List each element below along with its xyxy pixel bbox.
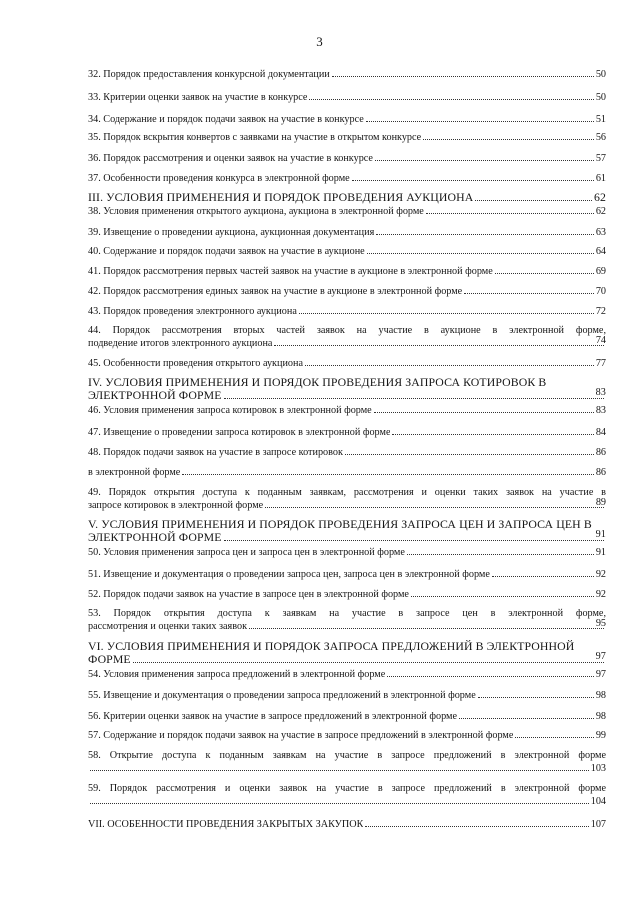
- dot-leader: [387, 676, 594, 677]
- toc-page-number: 70: [595, 286, 606, 297]
- toc-page-number: 50: [595, 69, 606, 80]
- toc-entry-title-line2: [88, 620, 606, 633]
- toc-page-number: 95: [595, 618, 606, 629]
- dot-leader: [515, 737, 593, 738]
- toc-entry: [88, 710, 606, 723]
- toc-entry: [88, 446, 606, 459]
- dot-leader: [352, 180, 594, 181]
- toc-entry-title: 51. Извещение и документация о проведении запроса цен, запроса цен в электронной форме: [88, 569, 490, 580]
- toc-entry-title: III. УСЛОВИЯ ПРИМЕНЕНИЯ И ПОРЯДОК ПРОВЕДЕНИЯ АУКЦИОНА: [88, 191, 474, 204]
- dot-leader: [495, 273, 594, 274]
- toc-page-number: 62: [595, 206, 606, 217]
- toc-entry-title-line1: 49. Порядок открытия доступа к поданным заявкам, рассмотрения и оценки таких заявок на участие в: [88, 487, 606, 498]
- dot-leader: [345, 454, 594, 455]
- toc-entry: [88, 113, 606, 126]
- toc-entry-title: 55. Извещение и документация о проведении запроса предложений в электронной форме: [88, 690, 476, 701]
- dot-leader: [309, 99, 593, 100]
- toc-entry: [88, 404, 606, 417]
- toc-section-entry: [88, 518, 606, 544]
- dot-leader: [90, 803, 589, 804]
- toc-entry-title-continuation: подведение итогов электронного аукциона: [88, 338, 273, 349]
- toc-entry: [88, 226, 606, 239]
- toc-page-number: 77: [595, 358, 606, 369]
- toc-page-number: 107: [590, 819, 606, 830]
- dot-leader: [392, 434, 593, 435]
- toc-entry-title: 56. Критерии оценки заявок на участие в запросе предложений в электронной форме: [88, 711, 457, 722]
- toc-entry: [88, 729, 606, 742]
- toc-entry: [88, 285, 606, 298]
- toc-entry: [88, 782, 606, 808]
- toc-entry-title-line2: [88, 337, 606, 350]
- toc-entry: [88, 357, 606, 370]
- toc-entry: [88, 172, 606, 185]
- toc-entry-title: 32. Порядок предоставления конкурсной документации: [88, 69, 330, 80]
- toc-entry-title: 37. Особенности проведения конкурса в электронной форме: [88, 173, 350, 184]
- dot-leader: [478, 697, 594, 698]
- toc-page-number: 83: [595, 405, 606, 416]
- toc-page-number: 64: [595, 246, 606, 257]
- toc-page-number: 86: [595, 467, 606, 478]
- toc-page-number: 63: [595, 227, 606, 238]
- toc-page-number: 97: [595, 651, 606, 662]
- toc-entry-title-line2: [88, 531, 606, 544]
- dot-leader: [224, 398, 604, 399]
- toc-entry: [88, 305, 606, 318]
- toc-entry-title-line2: [88, 762, 606, 775]
- toc-entry-title: в электронной форме: [88, 467, 181, 478]
- dot-leader: [423, 139, 594, 140]
- toc-entry: [88, 546, 606, 559]
- dot-leader: [182, 474, 593, 475]
- toc-entry-title-continuation: рассмотрения и оценки таких заявок: [88, 621, 248, 632]
- toc-page-number: 50: [595, 92, 606, 103]
- toc-entry-title: 45. Особенности проведения открытого аукциона: [88, 358, 303, 369]
- toc-entry-title-continuation: ФОРМЕ: [88, 652, 131, 666]
- toc-entry-title-line1: 53. Порядок открытия доступа к заявкам на участие в запросе цен в электронной форме,: [88, 608, 606, 619]
- dot-leader: [411, 596, 594, 597]
- toc-entry-title-line2: [88, 499, 606, 512]
- toc-section-entry: [88, 191, 606, 204]
- dot-leader: [249, 628, 604, 629]
- toc-entry: [88, 749, 606, 775]
- toc-entry: [88, 486, 606, 512]
- toc-entry-title-line1: VI. УСЛОВИЯ ПРИМЕНЕНИЯ И ПОРЯДОК ЗАПРОСА ПРЕДЛОЖЕНИЙ В ЭЛЕКТРОННОЙ: [88, 639, 575, 653]
- toc-page-number: 89: [595, 497, 606, 508]
- dot-leader: [367, 253, 594, 254]
- toc-entry-title: 48. Порядок подачи заявок на участие в запросе котировок: [88, 447, 343, 458]
- toc-entry-title-line2: [88, 795, 606, 808]
- dot-leader: [426, 213, 594, 214]
- dot-leader: [274, 345, 604, 346]
- toc-page-number: 98: [595, 711, 606, 722]
- toc-entry: [88, 91, 606, 104]
- toc-entry-title: 36. Порядок рассмотрения и оценки заявок на участие в конкурсе: [88, 153, 373, 164]
- toc-page-number: 103: [590, 763, 606, 774]
- toc-entry: [88, 245, 606, 258]
- dot-leader: [492, 576, 594, 577]
- toc-entry: [88, 131, 606, 144]
- toc-entry: [88, 466, 606, 479]
- toc-page-number: 97: [595, 669, 606, 680]
- toc-page-number: 51: [595, 114, 606, 125]
- dot-leader: [376, 234, 594, 235]
- toc-page-number: 74: [595, 335, 606, 346]
- toc-entry: [88, 324, 606, 350]
- toc-entry-title: 46. Условия применения запроса котировок в электронной форме: [88, 405, 372, 416]
- toc-page-number: 91: [595, 529, 606, 540]
- toc-entry-title-continuation: ЭЛЕКТРОННОЙ ФОРМЕ: [88, 388, 222, 402]
- dot-leader: [90, 770, 589, 771]
- toc-entry-title: 39. Извещение о проведении аукциона, аукционная документация: [88, 227, 375, 238]
- toc-page-number: 83: [595, 387, 606, 398]
- dot-leader: [305, 365, 594, 366]
- dot-leader: [133, 662, 604, 663]
- toc-entry-title-line1: V. УСЛОВИЯ ПРИМЕНЕНИЯ И ПОРЯДОК ПРОВЕДЕНИЯ ЗАПРОСА ЦЕН И ЗАПРОСА ЦЕН В: [88, 517, 592, 531]
- dot-leader: [332, 76, 594, 77]
- toc-section-entry: [88, 376, 606, 402]
- toc-entry: [88, 265, 606, 278]
- toc-entry: [88, 152, 606, 165]
- toc-page-number: 92: [595, 569, 606, 580]
- toc-entry-title: 54. Условия применения запроса предложений в электронной форме: [88, 669, 386, 680]
- toc-page-number: 91: [595, 547, 606, 558]
- toc-entry-title: 33. Критерии оценки заявок на участие в конкурсе: [88, 92, 308, 103]
- toc-entry-title-continuation: запросе котировок в электронной форме: [88, 500, 264, 511]
- dot-leader: [475, 200, 592, 201]
- toc-entry: [88, 205, 606, 218]
- toc-entry-title: 57. Содержание и порядок подачи заявок на участие в запросе предложений в электронной форме: [88, 730, 514, 741]
- toc-page-number: 69: [595, 266, 606, 277]
- toc-entry-title: 35. Порядок вскрытия конвертов с заявками на участие в открытом конкурсе: [88, 132, 422, 143]
- toc-entry-title-line1: IV. УСЛОВИЯ ПРИМЕНЕНИЯ И ПОРЯДОК ПРОВЕДЕНИЯ ЗАПРОСА КОТИРОВОК В: [88, 375, 547, 389]
- toc-entry: [88, 607, 606, 633]
- toc-entry: [88, 818, 606, 831]
- toc-entry-title: 42. Порядок рассмотрения единых заявок на участие в аукционе в электронной форме: [88, 286, 463, 297]
- toc-page-number: 84: [595, 427, 606, 438]
- toc-entry-title-continuation: ЭЛЕКТРОННОЙ ФОРМЕ: [88, 530, 222, 544]
- toc-entry: [88, 68, 606, 81]
- toc-entry: [88, 668, 606, 681]
- toc-entry: [88, 426, 606, 439]
- dot-leader: [366, 121, 594, 122]
- toc-page-number: 61: [595, 173, 606, 184]
- toc-entry: [88, 689, 606, 702]
- dot-leader: [365, 826, 588, 827]
- toc-page-number: 57: [595, 153, 606, 164]
- toc-entry-title: 34. Содержание и порядок подачи заявок на участие в конкурсе: [88, 114, 364, 125]
- toc-entry-title-line1: 59. Порядок рассмотрения и оценки заявок на участие в запросе предложений в электронной форме: [88, 783, 606, 794]
- toc-page-number: 99: [595, 730, 606, 741]
- page-number: 3: [316, 34, 323, 49]
- toc-entry-title: 47. Извещение о проведении запроса котировок в электронной форме: [88, 427, 391, 438]
- dot-leader: [375, 160, 594, 161]
- toc-entry-title: 43. Порядок проведения электронного аукциона: [88, 306, 297, 317]
- toc-page-number: 72: [595, 306, 606, 317]
- dot-leader: [407, 554, 594, 555]
- dot-leader: [224, 540, 604, 541]
- dot-leader: [459, 718, 594, 719]
- toc-entry-title: 41. Порядок рассмотрения первых частей заявок на участие в аукционе в электронной форме: [88, 266, 493, 277]
- dot-leader: [464, 293, 594, 294]
- toc-page-number: 86: [595, 447, 606, 458]
- toc-entry-title-line2: [88, 389, 606, 402]
- toc-page-number: 56: [595, 132, 606, 143]
- toc-entry-title-line1: 58. Открытие доступа к поданным заявкам на участие в запросе предложений в электронной форме: [88, 750, 606, 761]
- toc-page-number: 98: [595, 690, 606, 701]
- toc-entry-title: 52. Порядок подачи заявок на участие в запросе цен в электронной форме: [88, 589, 409, 600]
- toc-page-number: 104: [590, 796, 606, 807]
- toc-entry: [88, 588, 606, 601]
- toc-page-number: 92: [595, 589, 606, 600]
- toc-entry-title: VII. ОСОБЕННОСТИ ПРОВЕДЕНИЯ ЗАКРЫТЫХ ЗАКУПОК: [88, 819, 364, 830]
- dot-leader: [299, 313, 594, 314]
- toc-entry-title: 40. Содержание и порядок подачи заявок на участие в аукционе: [88, 246, 365, 257]
- dot-leader: [374, 412, 594, 413]
- toc-section-entry: [88, 640, 606, 666]
- toc-entry-title: 50. Условия применения запроса цен и запроса цен в электронной форме: [88, 547, 405, 558]
- toc-entry: [88, 568, 606, 581]
- toc-entry-title-line2: [88, 653, 606, 666]
- toc-entry-title-line1: 44. Порядок рассмотрения вторых частей заявок на участие в аукционе в электронной форме,: [88, 325, 606, 336]
- dot-leader: [265, 507, 604, 508]
- toc-entry-title: 38. Условия применения открытого аукциона, аукциона в электронной форме: [88, 206, 424, 217]
- toc-page-number: 62: [594, 190, 606, 204]
